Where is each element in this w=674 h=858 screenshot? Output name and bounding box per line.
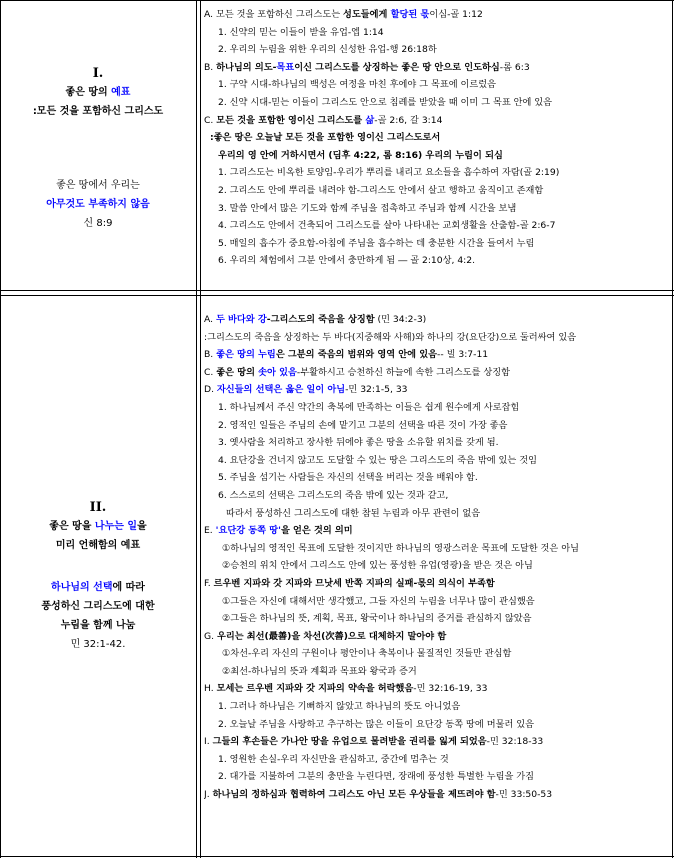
section-2-note-line1: 하나님의 선택에 따라 xyxy=(51,582,145,593)
section-1-subtitle: :모든 것을 포함하신 그리스도 xyxy=(32,106,164,117)
table-border-right xyxy=(672,0,673,858)
outline-subitem: 1. 하나님께서 주신 약간의 축복에 만족하는 이들은 쉽게 원수에게 사로잡힘 xyxy=(218,401,520,413)
outline-explanation: 우리의 영 안에 거하시면서 (딤후 4:22, 롬 8:16) 우리의 누림이 되심 xyxy=(218,149,503,161)
section-1-heading-cell xyxy=(0,64,196,121)
section-1-title: 좋은 땅의 예표 xyxy=(65,87,131,98)
outline-explanation: :그리스도의 죽음을 상징하는 두 바다(지중해와 사해)와 하나의 강(요단강)으로 둘러싸여 있음 xyxy=(204,331,577,343)
outline-subitem: 3. 옛사람을 처리하고 장사한 뒤에야 좋은 땅을 소유할 위치를 갖게 됨. xyxy=(218,437,499,449)
section-1-note-line2: 아무것도 부족하지 않음 xyxy=(46,199,150,210)
outline-item-a: A. 모든 것을 포함하신 그리스도는 성도들에게 할당된 몫이심-골 1:12 xyxy=(204,9,483,20)
outline-subitem: 1. 구약 시대-하나님의 백성은 여정을 마친 후에야 그 목표에 이르렀음 xyxy=(218,79,496,91)
outline-item-c: C. 좋은 땅의 솟아 있음-부활하시고 승천하신 하늘에 속한 그리스도를 상징함 xyxy=(204,366,511,378)
outline-item-h: H. 모세는 르우벤 지파와 갓 지파의 약속을 허락했음-민 32:16-19, 33 xyxy=(204,683,488,695)
section-1-note-line1: 좋은 땅에서 우리는 xyxy=(56,180,140,191)
section-1-roman: I. xyxy=(92,66,104,81)
outline-subitem-cont: 따라서 풍성하신 그리스도에 대한 참된 누림과 아무 관련이 없음 xyxy=(226,507,481,519)
outline-item-i: I. 그들의 후손들은 가나안 땅을 유업으로 물려받을 권리를 잃게 되었음-민 32:18-33 xyxy=(204,736,544,748)
outline-item-f: F. 르우벤 지파와 갓 지파와 므낫세 반쪽 지파의 실패-몫의 의식이 부족함 xyxy=(204,577,495,589)
outline-item-g: G. 우리는 최선(最善)을 차선(次善)으로 대체하지 말아야 함 xyxy=(204,630,447,642)
section-1-note xyxy=(0,176,196,233)
section-2-roman: II. xyxy=(89,500,107,515)
table-border-top xyxy=(0,0,674,1)
outline-item-d: D. 자신들의 선택은 옳은 일이 아님-민 32:1-5, 33 xyxy=(204,384,408,396)
section-1-outline xyxy=(204,6,672,270)
outline-subitem: 2. 대가를 지불하여 그분의 충만을 누린다면, 장래에 풍성한 특별한 누림을 가짐 xyxy=(218,771,535,783)
outline-subitem: ②승천의 위치 안에서 그리스도 안에 있는 풍성한 유업(영광)을 받은 것은 아님 xyxy=(222,560,533,572)
outline-subitem: 1. 신약의 믿는 이들이 받을 유업-엡 1:14 xyxy=(218,26,384,38)
outline-subitem: 2. 신약 시대-믿는 이들이 그리스도 안으로 침례를 받았을 때 이미 그 목표 안에 있음 xyxy=(218,96,553,108)
outline-subitem: 1. 그리스도는 비옥한 토양임-우리가 뿌리를 내리고 요소들을 흡수하여 자람(골 2:19) xyxy=(218,167,560,179)
outline-subitem: ①차선-우리 자신의 구원이나 평안이나 축복이나 물질적인 것들만 관심함 xyxy=(222,648,512,660)
outline-subitem: 6. 스스로의 선택은 그리스도의 죽음 밖에 있는 것과 같고, xyxy=(218,489,449,501)
column-divider-double xyxy=(200,0,201,858)
outline-item-e: E. '요단강 동쪽 땅'을 얻은 것의 의미 xyxy=(204,525,353,537)
outline-subitem: 2. 오늘날 주님을 사랑하고 추구하는 많은 이들이 요단강 동쪽 땅에 머물러 있음 xyxy=(218,718,535,730)
outline-item-b: B. 하나님의 의도-목표이신 그리스도를 상징하는 좋은 땅 안으로 인도하심-롬 6:3 xyxy=(204,61,530,73)
table-border-left xyxy=(0,0,1,858)
outline-subitem: 6. 우리의 체험에서 그분 안에서 충만하게 됨 ― 골 2:10상, 4:2. xyxy=(218,255,476,267)
column-divider xyxy=(196,0,197,858)
outline-subitem: 5. 매일의 흡수가 중요함-아침에 주님을 흡수하는 데 충분한 시간을 들여서 누림 xyxy=(218,237,535,249)
table-border-bottom xyxy=(0,856,674,857)
section-2-reference: 민 32:1-42. xyxy=(70,639,126,650)
outline-subitem: ②최선-하나님의 뜻과 계획과 목표와 왕국과 증거 xyxy=(222,665,417,677)
outline-item-j: J. 하나님의 정하심과 협력하여 그리스도 아닌 모든 우상들을 제뜨려야 함-민 33:50-53 xyxy=(204,789,553,801)
outline-item-b: B. 좋은 땅의 누림은 그분의 죽음의 범위와 영역 안에 있음-- 빌 3:7-11 xyxy=(204,349,489,361)
outline-subitem: 2. 영적인 일들은 주님의 손에 맡기고 그분의 선택을 따른 것이 가장 좋음 xyxy=(218,419,508,431)
section-1-reference: 신 8:9 xyxy=(83,218,113,229)
outline-subitem: 5. 주님을 섬기는 사람들은 자신의 선택을 버리는 것을 배워야 함. xyxy=(218,472,478,484)
section-2-heading-cell xyxy=(0,498,196,555)
section-2-note xyxy=(0,578,196,654)
section-divider-double xyxy=(0,295,674,296)
outline-subitem: ①그들은 자신에 대해서만 생각했고, 그들 자신의 누림을 너무나 많이 관심했음 xyxy=(222,595,535,607)
section-2-outline xyxy=(204,311,672,804)
outline-subitem: 2. 우리의 누림을 위한 우리의 신성한 유업-행 26:18하 xyxy=(218,44,437,56)
outline-item-c: C. 모든 것을 포함한 영이신 그리스도를 삶-골 2:6, 갈 3:14 xyxy=(204,114,443,126)
outline-subitem: 1. 그러나 하나님은 기뻐하지 않았고 하나님의 뜻도 아니었음 xyxy=(218,701,461,713)
outline-subitem: ①하나님의 영적인 목표에 도달한 것이지만 하나님의 영광스러운 목표에 도달한 것은 아님 xyxy=(222,542,579,554)
outline-subitem: 1. 영원한 손실-우리 자신만을 관심하고, 중간에 멈추는 것 xyxy=(218,753,449,765)
outline-explanation: :좋은 땅은 오늘날 모든 것을 포함한 영이신 그리스도로서 xyxy=(210,132,441,144)
section-2-note-line3: 누림을 함께 나눔 xyxy=(60,620,136,631)
outline-subitem: ②그들은 하나님의 뜻, 계획, 목표, 왕국이나 하나님의 증거를 관심하지 않았음 xyxy=(222,613,532,625)
outline-item-a: A. 두 바다와 강-그리스도의 죽음을 상징함 (민 34:2-3) xyxy=(204,314,427,325)
outline-subitem: 4. 요단강을 건너지 않고도 도달할 수 있는 땅은 그리스도의 죽음 밖에 있는 것임 xyxy=(218,454,537,466)
section-2-title: 좋은 땅을 나누는 일을 xyxy=(49,521,147,532)
section-2-title-line2: 미리 언해함의 예표 xyxy=(55,540,141,551)
section-divider xyxy=(0,290,674,291)
outline-subitem: 2. 그리스도 안에 뿌리를 내려야 함-그리스도 안에서 살고 행하고 움직이고 존재함 xyxy=(218,184,544,196)
outline-subitem: 3. 말씀 안에서 많은 기도와 함께 주님을 접촉하고 주님과 함께 시간을 보냄 xyxy=(218,202,517,214)
outline-subitem: 4. 그리스도 안에서 건축되어 그리스도를 살아 나타내는 교회생활을 산출함-골 2:6-7 xyxy=(218,220,556,232)
section-2-note-line2: 풍성하신 그리스도에 대한 xyxy=(41,601,155,612)
